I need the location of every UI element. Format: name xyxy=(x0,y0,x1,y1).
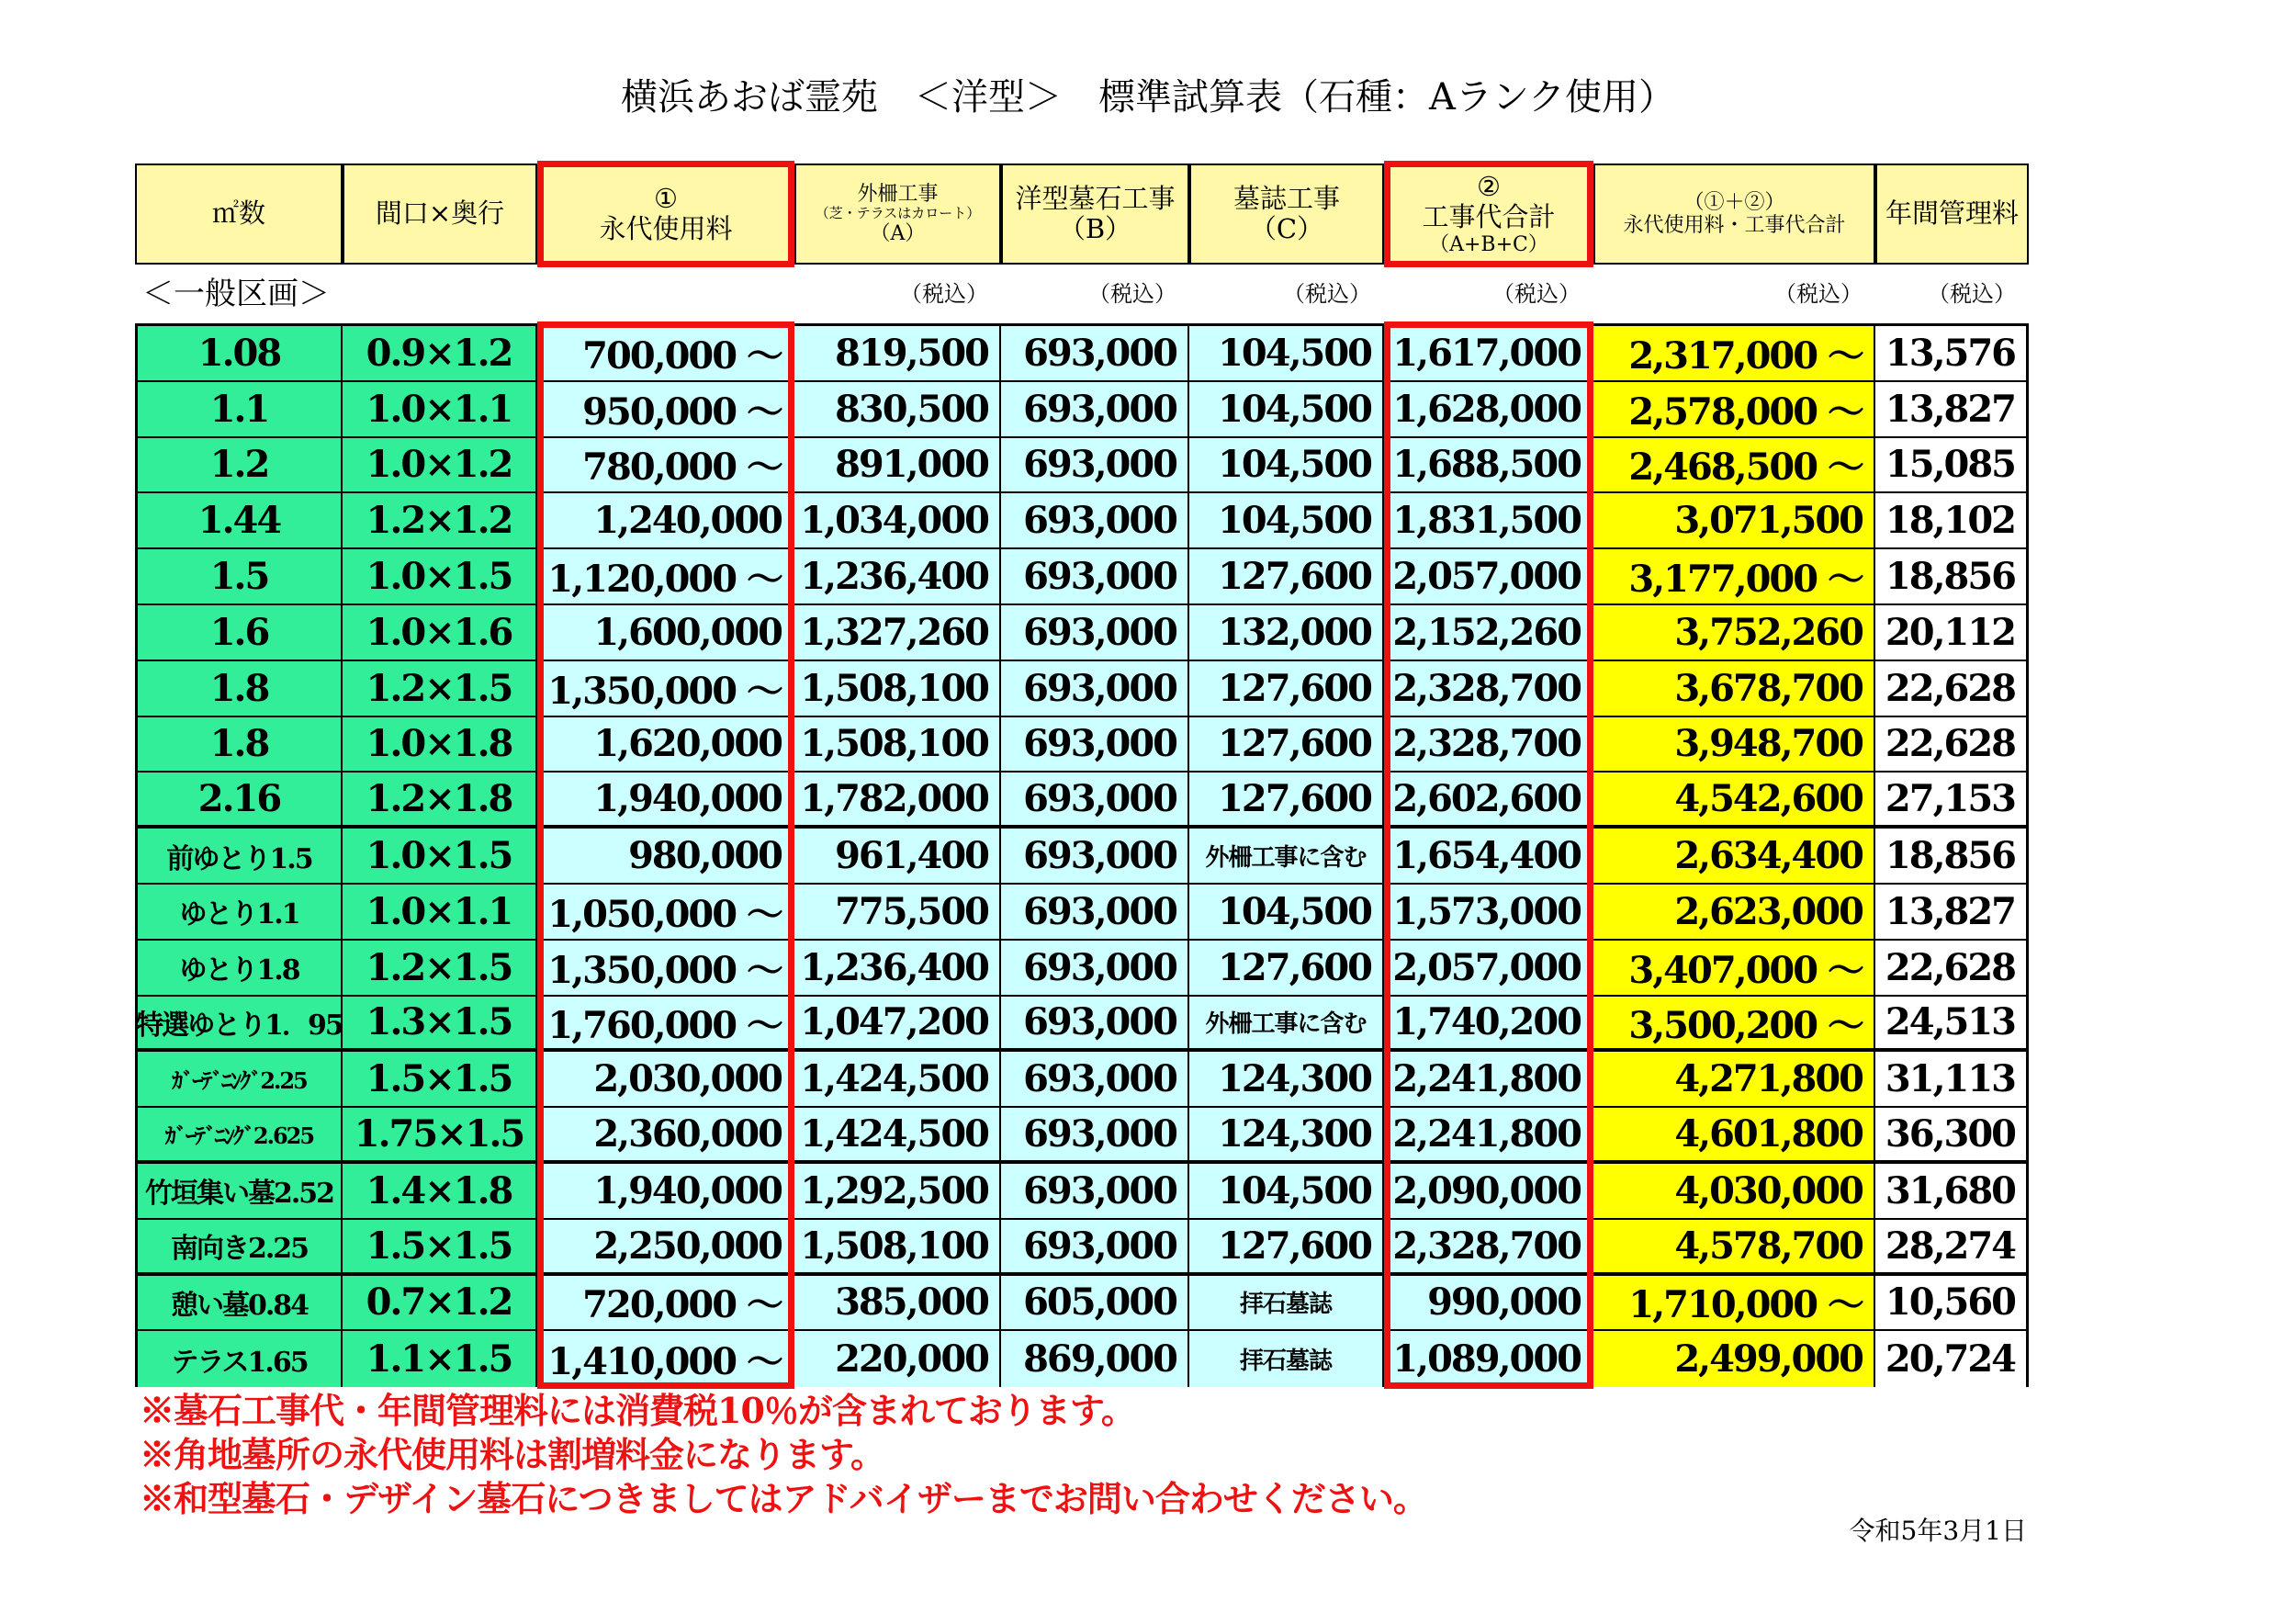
table-row xyxy=(138,717,2026,773)
footnote-tax: ※墓石工事代・年間管理料には消費税10％が含まれております。 xyxy=(140,1390,1135,1431)
cell-epitaph-work: 127,600 xyxy=(1189,1220,1384,1276)
cell-size: 1.2×1.2 xyxy=(343,493,537,549)
cell-stone-work: 693,000 xyxy=(1001,1052,1189,1108)
cell-grand-total: 4,271,800 xyxy=(1593,1052,1875,1108)
cell-grand-total: 2,623,000 xyxy=(1593,885,1875,941)
cell-annual-fee: 13,576 xyxy=(1875,326,2026,382)
table-row xyxy=(138,382,2026,438)
cell-fence-work: 819,500 xyxy=(794,326,1001,382)
table-row xyxy=(138,1052,2026,1108)
table-row xyxy=(138,1108,2026,1164)
cell-annual-fee: 18,856 xyxy=(1875,549,2026,605)
cell-work-total: 2,057,000 xyxy=(1384,941,1593,997)
cell-epitaph-work: 104,500 xyxy=(1189,438,1384,494)
cell-fence-work: 1,424,500 xyxy=(794,1052,1001,1108)
tax-label-work-total: （税込） xyxy=(1492,281,1581,307)
table-row xyxy=(138,549,2026,605)
tax-label-grand-total: （税込） xyxy=(1774,281,1863,307)
cell-perpetual-fee: 2,030,000 xyxy=(537,1052,794,1108)
cell-grand-total: 1,710,000 ～ xyxy=(1593,1276,1875,1332)
cell-size: 1.0×1.1 xyxy=(343,885,537,941)
cell-annual-fee: 20,112 xyxy=(1875,605,2026,661)
cell-perpetual-fee: 1,410,000 ～ xyxy=(537,1331,794,1387)
header-stone-label: 洋型墓石工事 xyxy=(1015,182,1176,214)
cell-stone-work: 693,000 xyxy=(1001,326,1189,382)
table-row xyxy=(138,326,2026,382)
cell-fence-work: 961,400 xyxy=(794,829,1001,885)
cell-work-total: 2,152,260 xyxy=(1384,605,1593,661)
cell-stone-work: 869,000 xyxy=(1001,1331,1189,1387)
cell-size: 1.0×1.1 xyxy=(343,382,537,438)
tax-label-stone: （税込） xyxy=(1088,281,1176,307)
cell-stone-work: 693,000 xyxy=(1001,438,1189,494)
cell-annual-fee: 18,856 xyxy=(1875,829,2026,885)
cell-grand-total: 2,468,500 ～ xyxy=(1593,438,1875,494)
header-grand-label: 永代使用料・工事代合計 xyxy=(1623,214,1846,237)
cell-grand-total: 2,317,000 ～ xyxy=(1593,326,1875,382)
table-row xyxy=(138,997,2026,1053)
header-area xyxy=(135,164,343,265)
cell-annual-fee: 27,153 xyxy=(1875,773,2026,829)
cell-fence-work: 1,508,100 xyxy=(794,717,1001,773)
cell-stone-work: 693,000 xyxy=(1001,773,1189,829)
cell-work-total: 2,328,700 xyxy=(1384,1220,1593,1276)
issue-date: 令和5年3月1日 xyxy=(1849,1516,2027,1546)
cell-fence-work: 1,034,000 xyxy=(794,493,1001,549)
cell-size: 1.75×1.5 xyxy=(343,1108,537,1164)
cell-fence-work: 1,236,400 xyxy=(794,549,1001,605)
cell-work-total: 1,688,500 xyxy=(1384,438,1593,494)
cell-annual-fee: 13,827 xyxy=(1875,885,2026,941)
cell-work-total: 990,000 xyxy=(1384,1276,1593,1332)
cell-fence-work: 1,424,500 xyxy=(794,1108,1001,1164)
cell-stone-work: 693,000 xyxy=(1001,717,1189,773)
cell-epitaph-work: 127,600 xyxy=(1189,941,1384,997)
cell-work-total: 1,831,500 xyxy=(1384,493,1593,549)
cell-work-total: 1,740,200 xyxy=(1384,997,1593,1053)
cell-size: 1.0×1.6 xyxy=(343,605,537,661)
cell-area: ｶﾞｰﾃﾞﾆﾝｸﾞ2.625 xyxy=(138,1108,343,1164)
price-table xyxy=(135,323,2029,1387)
cell-area: 1.6 xyxy=(138,605,343,661)
cell-work-total: 2,241,800 xyxy=(1384,1052,1593,1108)
cell-epitaph-work: 104,500 xyxy=(1189,1164,1384,1220)
cell-work-total: 1,628,000 xyxy=(1384,382,1593,438)
footnote-corner-lot: ※角地墓所の永代使用料は割増料金になります。 xyxy=(140,1434,884,1475)
table-row xyxy=(138,493,2026,549)
cell-epitaph-work: 104,500 xyxy=(1189,326,1384,382)
cell-grand-total: 3,071,500 xyxy=(1593,493,1875,549)
cell-annual-fee: 13,827 xyxy=(1875,382,2026,438)
cell-perpetual-fee: 950,000 ～ xyxy=(537,382,794,438)
cell-fence-work: 830,500 xyxy=(794,382,1001,438)
cell-annual-fee: 22,628 xyxy=(1875,941,2026,997)
cell-stone-work: 693,000 xyxy=(1001,382,1189,438)
cell-perpetual-fee: 1,120,000 ～ xyxy=(537,549,794,605)
cell-area: 1.5 xyxy=(138,549,343,605)
table-row xyxy=(138,1331,2026,1387)
cell-size: 1.0×1.8 xyxy=(343,717,537,773)
cell-size: 1.2×1.5 xyxy=(343,661,537,717)
cell-epitaph-work: 拝石墓誌 xyxy=(1189,1276,1384,1332)
cell-epitaph-work: 104,500 xyxy=(1189,382,1384,438)
cell-epitaph-work: 104,500 xyxy=(1189,885,1384,941)
header-grand-total xyxy=(1593,164,1875,265)
cell-area: 2.16 xyxy=(138,773,343,829)
cell-perpetual-fee: 720,000 ～ xyxy=(537,1276,794,1332)
header-work-total-mark: ② xyxy=(1477,171,1501,202)
cell-epitaph-work: 拝石墓誌 xyxy=(1189,1331,1384,1387)
header-perpetual-mark: ① xyxy=(654,182,678,214)
cell-work-total: 2,328,700 xyxy=(1384,661,1593,717)
cell-epitaph-work: 外柵工事に含む xyxy=(1189,829,1384,885)
cell-stone-work: 693,000 xyxy=(1001,493,1189,549)
table-row xyxy=(138,661,2026,717)
cell-grand-total: 4,601,800 xyxy=(1593,1108,1875,1164)
cell-size: 1.2×1.8 xyxy=(343,773,537,829)
table-row xyxy=(138,1220,2026,1276)
cell-grand-total: 4,578,700 xyxy=(1593,1220,1875,1276)
cell-fence-work: 1,236,400 xyxy=(794,941,1001,997)
header-fence-code: （A） xyxy=(870,221,926,245)
cell-epitaph-work: 外柵工事に含む xyxy=(1189,997,1384,1053)
cell-work-total: 1,617,000 xyxy=(1384,326,1593,382)
cell-grand-total: 2,578,000 ～ xyxy=(1593,382,1875,438)
cell-size: 1.0×1.5 xyxy=(343,829,537,885)
cell-area: 1.44 xyxy=(138,493,343,549)
cell-size: 1.0×1.2 xyxy=(343,438,537,494)
cell-grand-total: 4,030,000 xyxy=(1593,1164,1875,1220)
header-perpetual-fee xyxy=(537,164,794,265)
cell-grand-total: 4,542,600 xyxy=(1593,773,1875,829)
cell-perpetual-fee: 1,600,000 xyxy=(537,605,794,661)
cell-size: 1.0×1.5 xyxy=(343,549,537,605)
table-row xyxy=(138,605,2026,661)
cell-area: 1.08 xyxy=(138,326,343,382)
header-annual-fee xyxy=(1875,164,2029,265)
header-work-total-label: 工事代合計 xyxy=(1422,201,1556,233)
cell-work-total: 2,057,000 xyxy=(1384,549,1593,605)
cell-work-total: 2,090,000 xyxy=(1384,1164,1593,1220)
header-fence-label: 外柵工事 xyxy=(857,183,939,207)
cell-size: 0.7×1.2 xyxy=(343,1276,537,1332)
cell-grand-total: 3,407,000 ～ xyxy=(1593,941,1875,997)
cell-perpetual-fee: 700,000 ～ xyxy=(537,326,794,382)
cell-area: テラス1.65 xyxy=(138,1331,343,1387)
cell-size: 1.1×1.5 xyxy=(343,1331,537,1387)
header-stone-code: （B） xyxy=(1058,213,1132,244)
cell-fence-work: 775,500 xyxy=(794,885,1001,941)
cell-stone-work: 693,000 xyxy=(1001,605,1189,661)
cell-fence-work: 891,000 xyxy=(794,438,1001,494)
cell-area: 1.2 xyxy=(138,438,343,494)
cell-area: 南向き2.25 xyxy=(138,1220,343,1276)
cell-stone-work: 693,000 xyxy=(1001,997,1189,1053)
cell-grand-total: 3,678,700 xyxy=(1593,661,1875,717)
table-row xyxy=(138,829,2026,885)
header-size-label: 間口×奥行 xyxy=(375,197,505,230)
cell-work-total: 1,089,000 xyxy=(1384,1331,1593,1387)
cell-annual-fee: 15,085 xyxy=(1875,438,2026,494)
cell-annual-fee: 24,513 xyxy=(1875,997,2026,1053)
tax-label-fence: （税込） xyxy=(900,281,988,307)
cell-perpetual-fee: 1,350,000 ～ xyxy=(537,661,794,717)
cell-annual-fee: 18,102 xyxy=(1875,493,2026,549)
cell-annual-fee: 20,724 xyxy=(1875,1331,2026,1387)
cell-size: 1.4×1.8 xyxy=(343,1164,537,1220)
header-perpetual-label: 永代使用料 xyxy=(599,213,733,244)
header-epitaph-work xyxy=(1189,164,1384,265)
cell-perpetual-fee: 980,000 xyxy=(537,829,794,885)
cell-perpetual-fee: 1,620,000 xyxy=(537,717,794,773)
cell-annual-fee: 31,113 xyxy=(1875,1052,2026,1108)
cell-grand-total: 3,500,200 ～ xyxy=(1593,997,1875,1053)
header-size xyxy=(343,164,537,265)
cell-annual-fee: 22,628 xyxy=(1875,717,2026,773)
cell-stone-work: 693,000 xyxy=(1001,1220,1189,1276)
cell-area: 前ゆとり1.5 xyxy=(138,829,343,885)
header-stone-work xyxy=(1001,164,1189,265)
cell-area: 特選ゆとり1．95 xyxy=(138,997,343,1053)
cell-grand-total: 2,634,400 xyxy=(1593,829,1875,885)
tax-label-epitaph: （税込） xyxy=(1283,281,1371,307)
cell-area: 1.1 xyxy=(138,382,343,438)
table-row xyxy=(138,1164,2026,1220)
cell-size: 1.3×1.5 xyxy=(343,997,537,1053)
cell-size: 1.5×1.5 xyxy=(343,1052,537,1108)
cell-stone-work: 693,000 xyxy=(1001,1164,1189,1220)
cell-area: 1.8 xyxy=(138,661,343,717)
cell-epitaph-work: 127,600 xyxy=(1189,717,1384,773)
cell-perpetual-fee: 2,360,000 xyxy=(537,1108,794,1164)
table-row xyxy=(138,438,2026,494)
cell-fence-work: 1,508,100 xyxy=(794,661,1001,717)
table-row xyxy=(138,941,2026,997)
cell-grand-total: 2,499,000 xyxy=(1593,1331,1875,1387)
cell-annual-fee: 22,628 xyxy=(1875,661,2026,717)
cell-work-total: 1,573,000 xyxy=(1384,885,1593,941)
cell-size: 0.9×1.2 xyxy=(343,326,537,382)
cell-epitaph-work: 127,600 xyxy=(1189,661,1384,717)
page-title: 横浜あおば霊苑 ＜洋型＞ 標準試算表（石種：Aランク使用） xyxy=(620,76,1676,118)
cell-stone-work: 693,000 xyxy=(1001,1108,1189,1164)
cell-area: 1.8 xyxy=(138,717,343,773)
header-grand-formula: （①＋②） xyxy=(1683,190,1785,214)
cell-stone-work: 693,000 xyxy=(1001,829,1189,885)
cell-epitaph-work: 124,300 xyxy=(1189,1052,1384,1108)
tax-label-annual: （税込） xyxy=(1928,281,2016,307)
cell-perpetual-fee: 780,000 ～ xyxy=(537,438,794,494)
cell-fence-work: 220,000 xyxy=(794,1331,1001,1387)
cell-perpetual-fee: 1,350,000 ～ xyxy=(537,941,794,997)
header-epitaph-code: （C） xyxy=(1249,213,1324,244)
cell-stone-work: 605,000 xyxy=(1001,1276,1189,1332)
cell-epitaph-work: 127,600 xyxy=(1189,549,1384,605)
cell-area: ゆとり1.1 xyxy=(138,885,343,941)
section-label: ＜一般区画＞ xyxy=(142,276,330,312)
cell-area: ｶﾞｰﾃﾞﾆﾝｸﾞ2.25 xyxy=(138,1052,343,1108)
cell-area: 憩い墓0.84 xyxy=(138,1276,343,1332)
table-row xyxy=(138,885,2026,941)
cell-size: 1.2×1.5 xyxy=(343,941,537,997)
cell-fence-work: 1,292,500 xyxy=(794,1164,1001,1220)
header-area-label: ㎡数 xyxy=(211,197,265,230)
table-row xyxy=(138,1276,2026,1332)
cell-fence-work: 1,508,100 xyxy=(794,1220,1001,1276)
cell-stone-work: 693,000 xyxy=(1001,549,1189,605)
cell-epitaph-work: 132,000 xyxy=(1189,605,1384,661)
cell-perpetual-fee: 1,760,000 ～ xyxy=(537,997,794,1053)
cell-work-total: 2,241,800 xyxy=(1384,1108,1593,1164)
cell-area: 竹垣集い墓2.52 xyxy=(138,1164,343,1220)
cell-annual-fee: 36,300 xyxy=(1875,1108,2026,1164)
cell-epitaph-work: 104,500 xyxy=(1189,493,1384,549)
header-work-total xyxy=(1384,164,1593,265)
cell-fence-work: 1,047,200 xyxy=(794,997,1001,1053)
cell-epitaph-work: 124,300 xyxy=(1189,1108,1384,1164)
table-row xyxy=(138,773,2026,829)
cell-perpetual-fee: 1,050,000 ～ xyxy=(537,885,794,941)
cell-perpetual-fee: 1,240,000 xyxy=(537,493,794,549)
footnote-inquiry: ※和型墓石・デザイン墓石につきましてはアドバイザーまでお問い合わせください。 xyxy=(140,1478,1427,1519)
header-epitaph-label: 墓誌工事 xyxy=(1232,182,1340,214)
cell-work-total: 2,328,700 xyxy=(1384,717,1593,773)
cell-grand-total: 3,752,260 xyxy=(1593,605,1875,661)
cell-work-total: 2,602,600 xyxy=(1384,773,1593,829)
cell-perpetual-fee: 2,250,000 xyxy=(537,1220,794,1276)
footnotes xyxy=(140,1389,1427,1521)
cell-perpetual-fee: 1,940,000 xyxy=(537,773,794,829)
cell-size: 1.5×1.5 xyxy=(343,1220,537,1276)
header-work-total-formula: （A+B+C） xyxy=(1429,232,1548,256)
cell-stone-work: 693,000 xyxy=(1001,885,1189,941)
cell-epitaph-work: 127,600 xyxy=(1189,773,1384,829)
cell-fence-work: 385,000 xyxy=(794,1276,1001,1332)
cell-annual-fee: 10,560 xyxy=(1875,1276,2026,1332)
cell-perpetual-fee: 1,940,000 xyxy=(537,1164,794,1220)
cell-stone-work: 693,000 xyxy=(1001,941,1189,997)
header-fence-work xyxy=(794,164,1001,265)
cell-grand-total: 3,948,700 xyxy=(1593,717,1875,773)
cell-annual-fee: 28,274 xyxy=(1875,1220,2026,1276)
cell-grand-total: 3,177,000 ～ xyxy=(1593,549,1875,605)
cell-annual-fee: 31,680 xyxy=(1875,1164,2026,1220)
cell-area: ゆとり1.8 xyxy=(138,941,343,997)
cell-fence-work: 1,782,000 xyxy=(794,773,1001,829)
cell-fence-work: 1,327,260 xyxy=(794,605,1001,661)
cell-work-total: 1,654,400 xyxy=(1384,829,1593,885)
header-annual-label: 年間管理料 xyxy=(1885,197,2019,230)
cell-stone-work: 693,000 xyxy=(1001,661,1189,717)
header-fence-note: （芝・テラスはカロート） xyxy=(815,205,981,222)
